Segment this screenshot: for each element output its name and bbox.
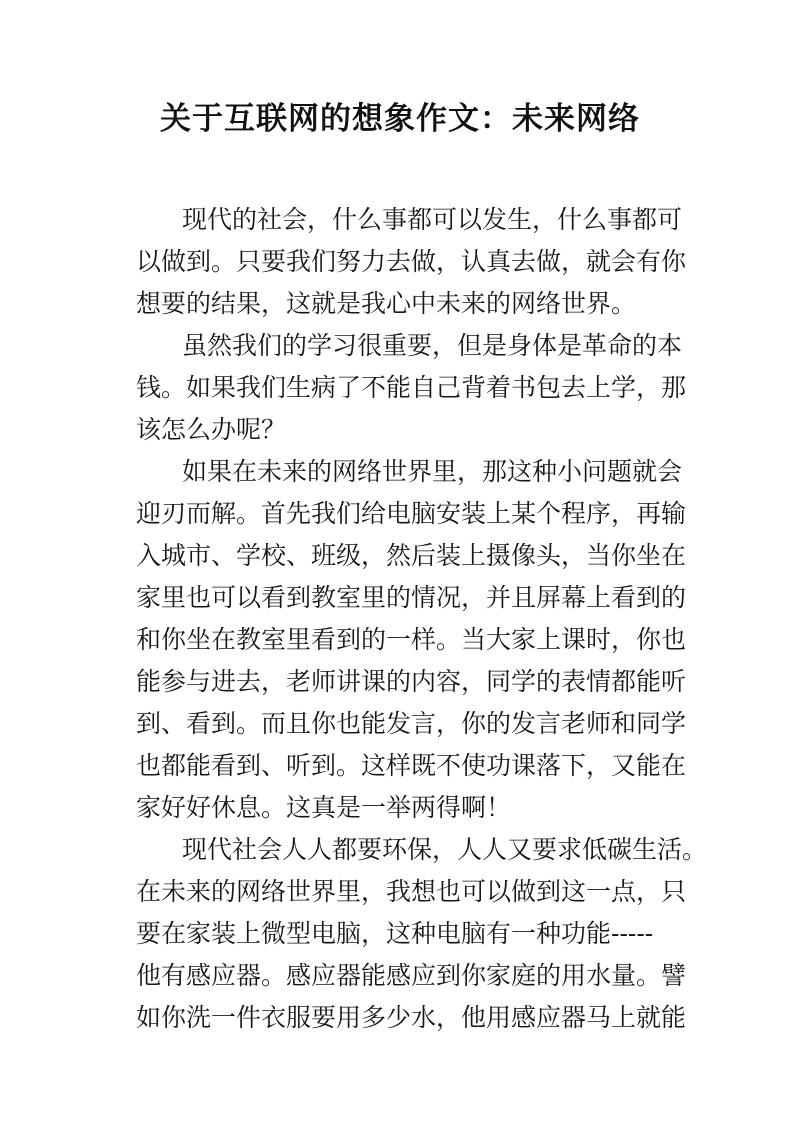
paragraph-line: 要在家装上微型电脑，这种电脑有一种功能----- xyxy=(136,919,654,948)
paragraph-line: 现代的社会，什么事都可以发生，什么事都可 xyxy=(182,205,683,234)
paragraph-line: 能参与进去，老师讲课的内容，同学的表情都能听 xyxy=(136,667,687,696)
paragraph-line: 到、看到。而且你也能发言，你的发言老师和同学 xyxy=(136,709,687,738)
paragraph-line: 家好好休息。这真是一举两得啊！ xyxy=(136,793,512,822)
paragraph-line: 以做到。只要我们努力去做，认真去做，就会有你 xyxy=(136,247,687,276)
paragraph-line: 虽然我们的学习很重要，但是身体是革命的本 xyxy=(182,331,683,360)
paragraph-line: 入城市、学校、班级，然后装上摄像头，当你坐在 xyxy=(136,541,687,570)
page-title: 关于互联网的想象作文：未来网络 xyxy=(160,101,640,137)
paragraph-line: 想要的结果，这就是我心中未来的网络世界。 xyxy=(136,289,637,318)
paragraph-line: 如你洗一件衣服要用多少水，他用感应器马上就能 xyxy=(136,1003,687,1032)
paragraph-line: 家里也可以看到教室里的情况，并且屏幕上看到的 xyxy=(136,583,687,612)
paragraph-line: 现代社会人人都要环保，人人又要求低碳生活。 xyxy=(182,835,708,864)
paragraph-line: 也都能看到、听到。这样既不使功课落下，又能在 xyxy=(136,751,687,780)
paragraph-line: 在未来的网络世界里，我想也可以做到这一点，只 xyxy=(136,877,687,906)
paragraph-line: 如果在未来的网络世界里，那这种小问题就会 xyxy=(182,457,683,486)
paragraph-line: 该怎么办呢？ xyxy=(136,415,287,444)
paragraph-line: 和你坐在教室里看到的一样。当大家上课时，你也 xyxy=(136,625,687,654)
paragraph-line: 钱。如果我们生病了不能自己背着书包去上学，那 xyxy=(136,373,687,402)
paragraph-line: 他有感应器。感应器能感应到你家庭的用水量。譬 xyxy=(136,961,687,990)
paragraph-line: 迎刃而解。首先我们给电脑安装上某个程序，再输 xyxy=(136,499,687,528)
